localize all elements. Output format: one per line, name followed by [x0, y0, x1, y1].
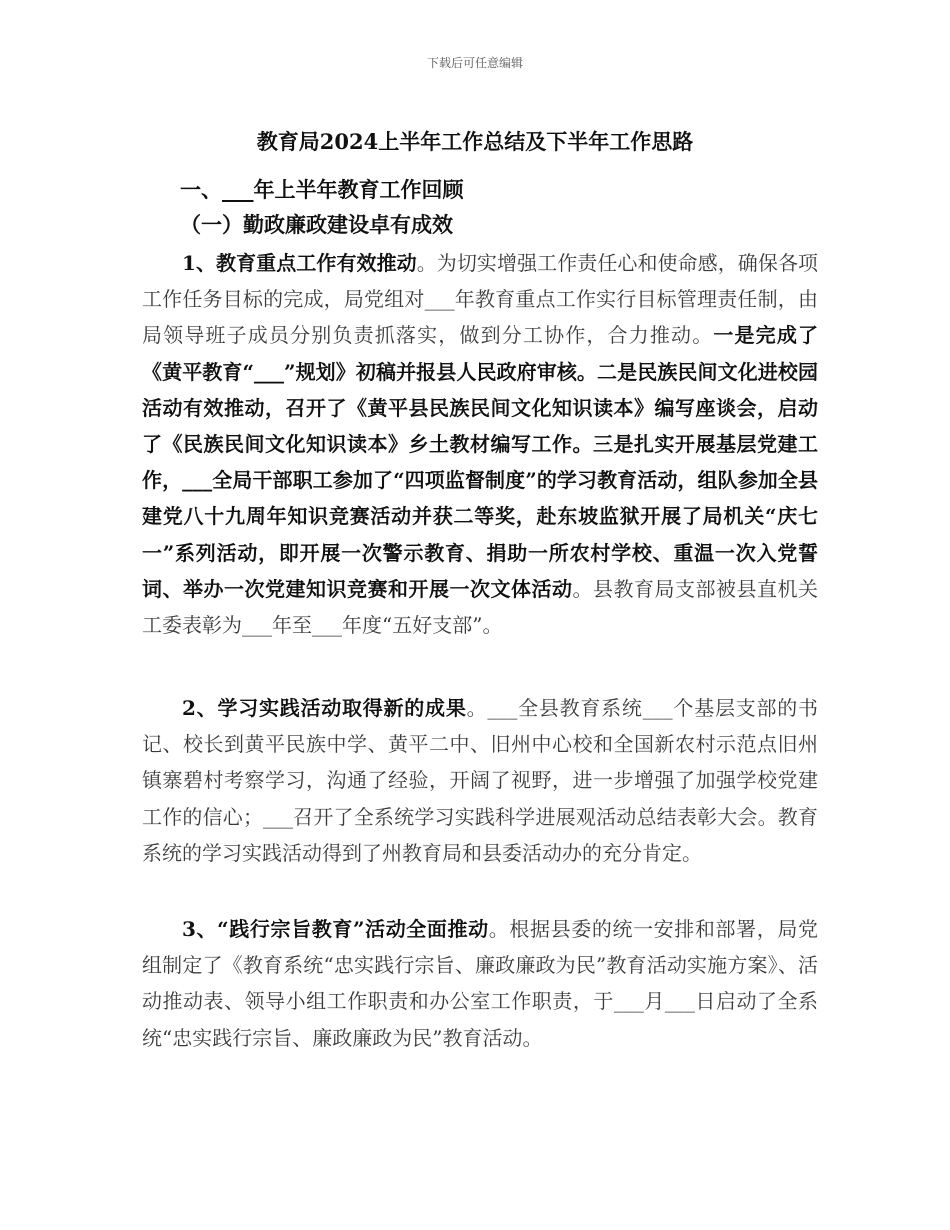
document-title: 教育局2024上半年工作总结及下半年工作思路	[256, 129, 694, 154]
paragraph-1	[142, 245, 818, 643]
paragraph-3	[142, 911, 818, 1056]
paragraph-2	[142, 690, 818, 871]
paragraph-1-lead: 1、教育重点工作有效推动	[182, 251, 417, 275]
paragraph-1-closing: 。县教育局支部被县直机关工委表彰为___年至___年度“五好支部”。	[142, 576, 818, 638]
subsection-heading: （一）勤政廉政建设卓有成效	[180, 212, 453, 237]
paragraph-1-text: 。为切实增强工作责任心和使命感，确保各项工作任务目标的完成，局党组对___年教育重点工作实行目标管理责任制，由局领导班子成员分别负责抓落实，做到分工协作，合力推动。	[142, 251, 819, 348]
paragraph-3-lead: 3、“践行宗旨教育”活动全面推动	[182, 917, 489, 941]
paragraph-2-text: 。___全县教育系统___个基层支部的书记、校长到黄平民族中学、黄平二中、旧州中心校和全国新农村示范点旧州镇寨碧村考察学习，沟通了经验，开阔了视野，进一步增强了加强学校党建工作的信心；___召开了全系统学习实践科学进展观活动总结表彰大会。教育系统的学习实践活动得到了州教育局和县委活动办的充分肯定。	[142, 696, 818, 865]
section-heading: 一、___年上半年教育工作回顾	[180, 177, 464, 202]
paragraph-3-text: 。根据县委的统一安排和部署，局党组制定了《教育系统“忠实践行宗旨、廉政廉政为民”教育活动实施方案》、活动推动表、领导小组工作职责和办公室工作职责，于___月___日启动了全系统“忠实践行宗旨、廉政廉政为民”教育活动。	[142, 917, 818, 1050]
paragraph-1-bold-text: 一是完成了《黄平教育“___”规划》初稿并报县人民政府审核。二是民族民间文化进校园活动有效推动，召开了《黄平县民族民间文化知识读本》编写座谈会，启动了《民族民间文化知识读本》乡土教材编写工作。三是扎实开展基层党建工作，___全局干部职工参加了“四项监督制度”的学习教育活动，组队参加全县建党八十九周年知识竞赛活动并获二等奖，赴东坡监狱开展了局机关“庆七一”系列活动，即开展一次警示教育、捐助一所农村学校、重温一次入党誓词、举办一次党建知识竞赛和开展一次文体活动	[142, 323, 819, 601]
page-header-note: 下载后可任意编辑	[426, 56, 523, 70]
paragraph-2-lead: 2、学习实践活动取得新的成果	[182, 696, 467, 720]
